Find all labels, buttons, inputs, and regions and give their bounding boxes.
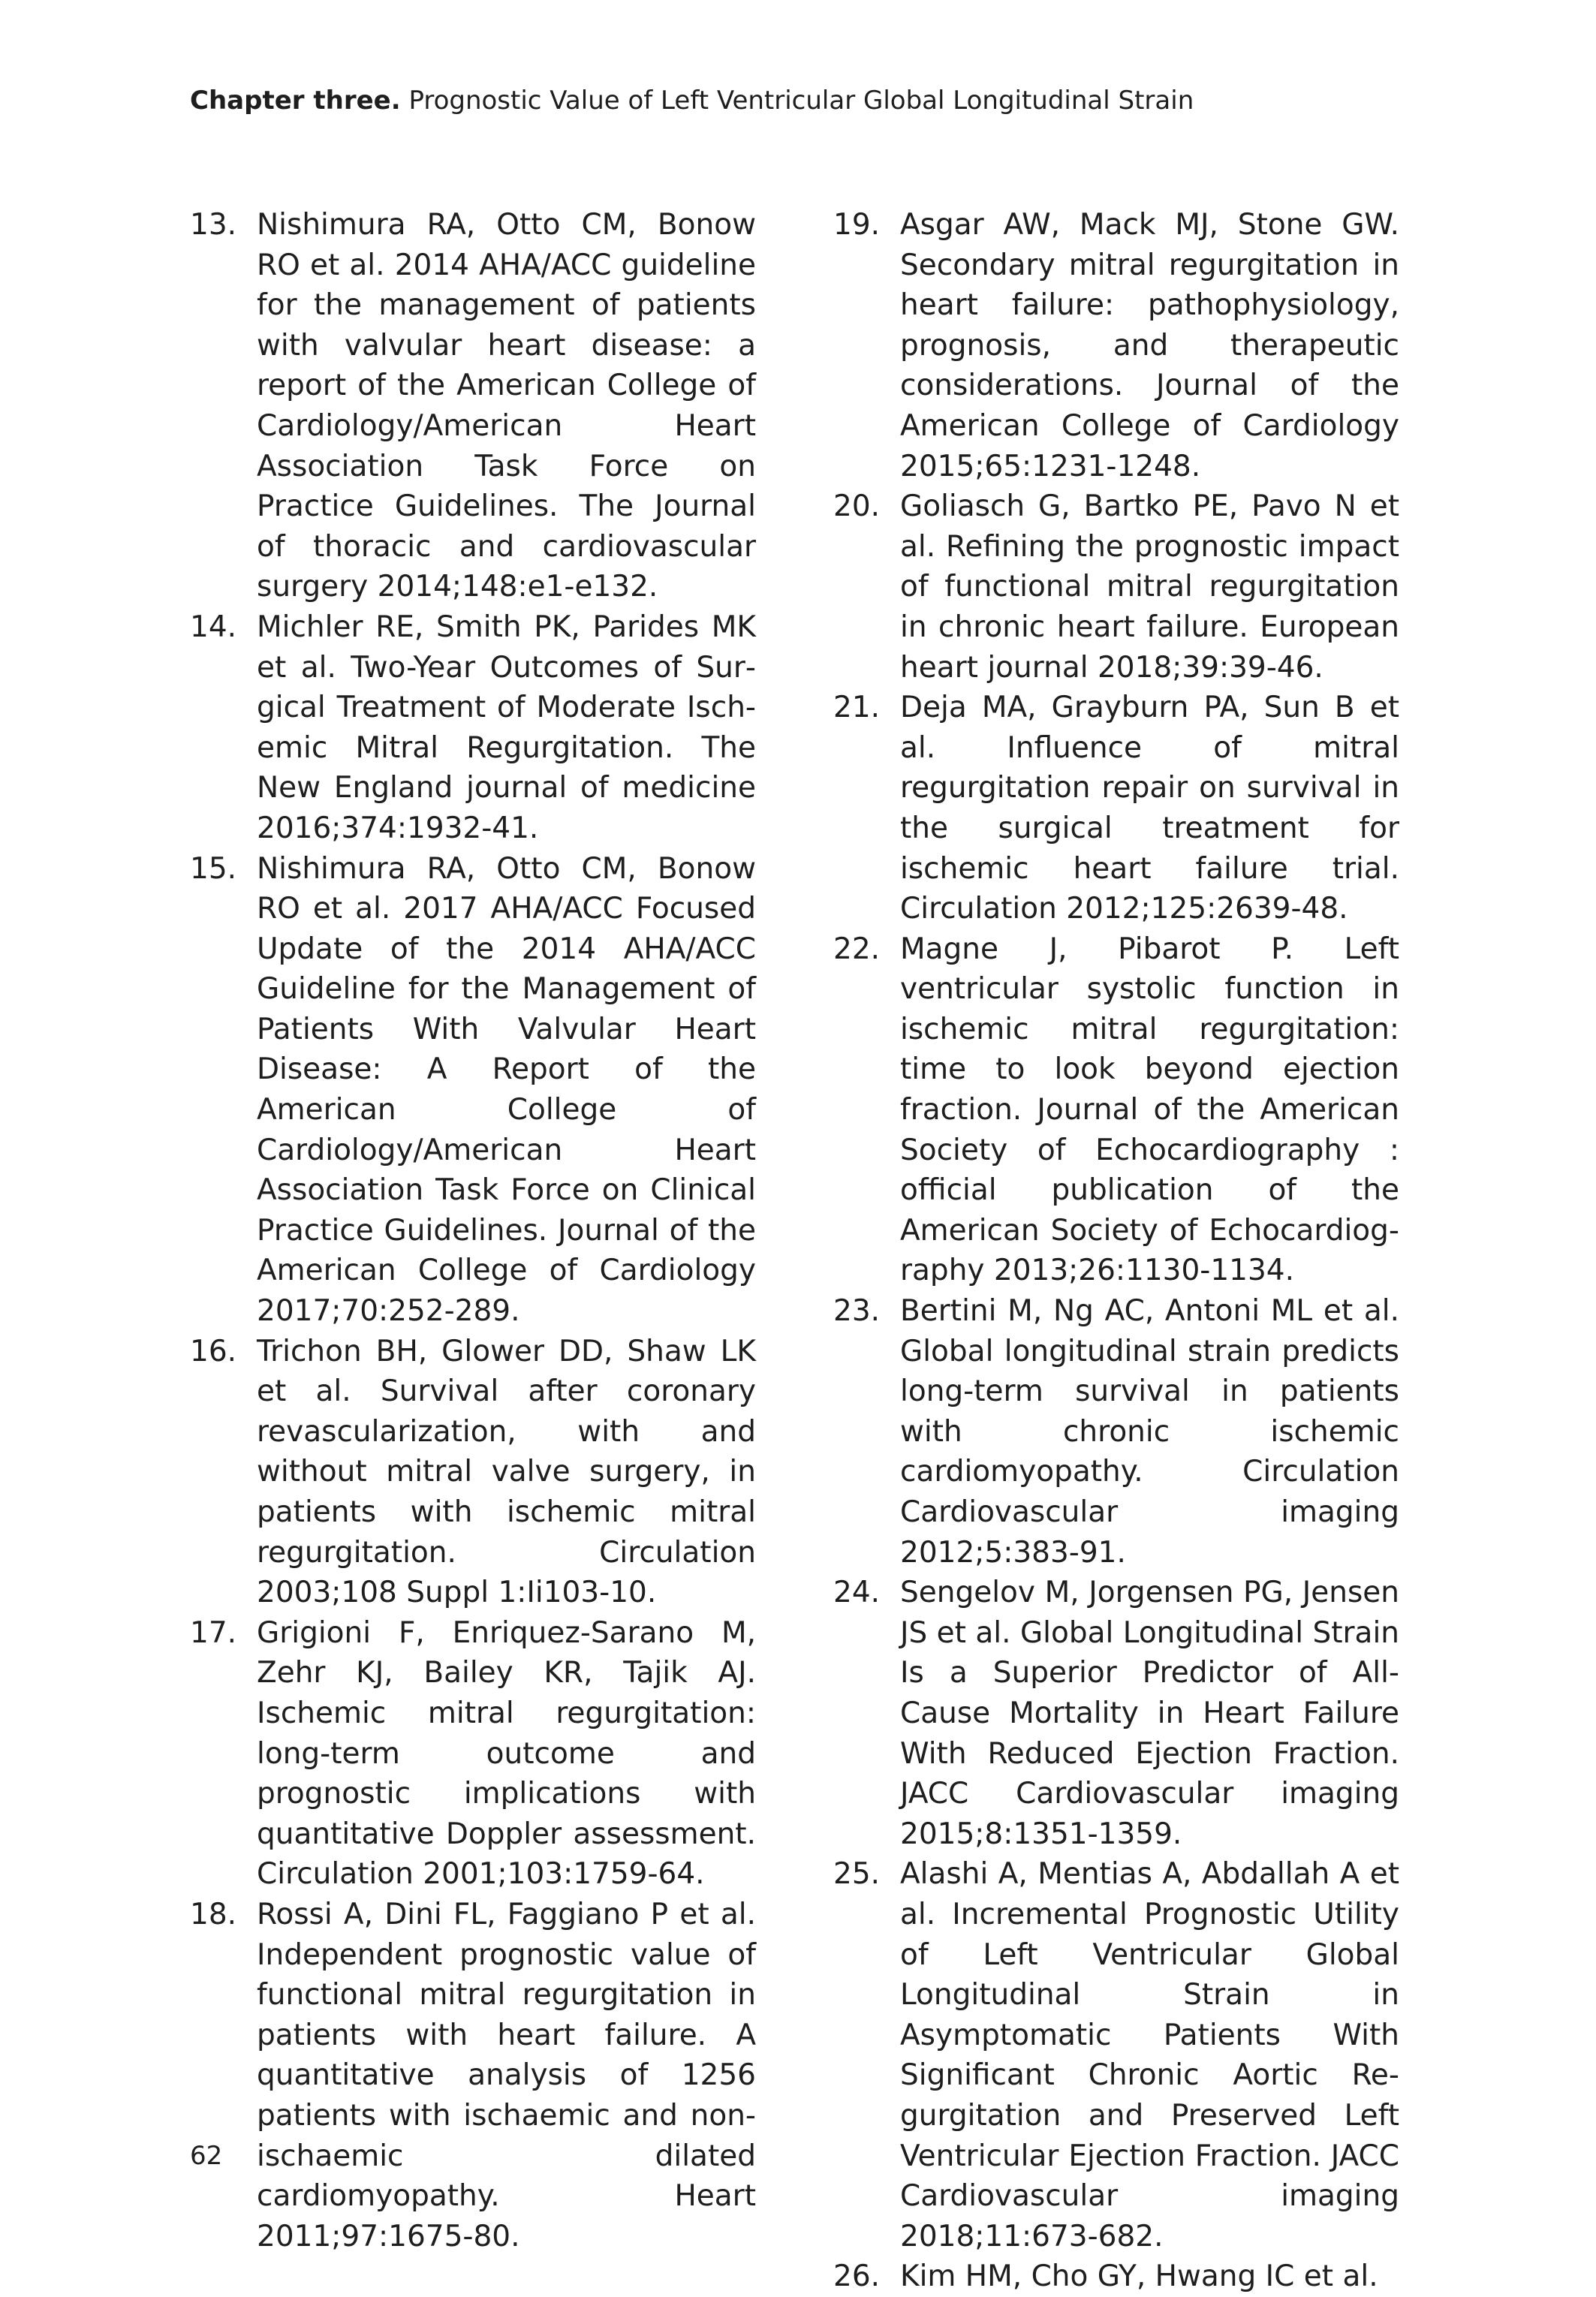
reference-text: Michler RE, Smith PK, Parides MK et al. Two-Year Outcomes of Surgical Treatment of Moderate Ischemic Mitral Regurgitation. The New England journal of medicine 2016;374:1932-41.: [257, 610, 756, 845]
reference-number: 18.: [190, 1897, 237, 1931]
reference-20: [833, 486, 1399, 688]
reference-17: [190, 1613, 756, 1895]
reference-16: [190, 1332, 756, 1613]
reference-number: 21.: [833, 691, 881, 725]
reference-14: [190, 607, 756, 849]
chapter-label: Chapter three.: [190, 86, 401, 116]
reference-18: [190, 1895, 756, 2256]
reference-number: 25.: [833, 1857, 881, 1892]
reference-25: [833, 1854, 1399, 2256]
page-number: 62: [190, 2141, 223, 2171]
reference-text: Grigioni F, Enriquez-Sarano M, Zehr KJ, Bailey KR, Tajik AJ. Ischemic mitral regurgitation: long-term outcome and prognostic implications with quantitative Doppler assessment. Circulation 2001;103:1759-64.: [257, 1615, 756, 1892]
reference-number: 20.: [833, 489, 881, 524]
reference-number: 15.: [190, 851, 237, 886]
running-head: [190, 84, 1194, 117]
reference-text: Nishimura RA, Otto CM, Bonow RO et al. 2014 AHA/ACC guideline for the management of patients with valvular heart disease: a report of the American College of Cardiology/American Heart Association Task Force on Practice Guidelines. The Journal of thoracic and cardiovascular surgery 2014;148:e1-e132.: [257, 208, 756, 604]
reference-22: [833, 929, 1399, 1291]
reference-text: Bertini M, Ng AC, Antoni ML et al. Global longitudinal strain predicts long-term survival in patients with chronic ischemic cardiomyopathy. Circulation Cardiovascular imaging 2012;5:383-91.: [900, 1294, 1399, 1570]
reference-number: 13.: [190, 208, 237, 242]
reference-text: Kim HM, Cho GY, Hwang IC et al.: [900, 2259, 1378, 2294]
reference-number: 22.: [833, 932, 881, 966]
reference-text: Rossi A, Dini FL, Faggiano P et al. Independent prognostic value of functional mitral regurgitation in patients with heart failure. A quantitative analysis of 1256 patients with ischaemic and non-ischaemic dilated cardiomyopathy. Heart 2011;97:1675-80.: [257, 1897, 756, 2253]
reference-text: Nishimura RA, Otto CM, Bonow RO et al. 2017 AHA/ACC Focused Update of the 2014 AHA/ACC Guideline for the Management of Patients With Valvular Heart Disease: A Report of the American College of Cardiology/American Heart Association Task Force on Clinical Practice Guidelines. Journal of the American College of Cardiology 2017;70:252-289.: [257, 851, 756, 1329]
reference-21: [833, 688, 1399, 929]
reference-text: Trichon BH, Glower DD, Shaw LK et al. Survival after coronary revascularization, with and without mitral valve surgery, in patients with ischemic mitral regurgitation. Circulation 2003;108 Suppl 1:Ii103-10.: [257, 1334, 756, 1610]
reference-24: [833, 1573, 1399, 1854]
reference-15: [190, 849, 756, 1332]
reference-text: Alashi A, Mentias A, Abdallah A et al. Incremental Prognostic Utility of Left Ventricular Global Longitudinal Strain in Asymptomatic Patients With Significant Chronic Aortic Regurgitation and Preserved Left Ventricular Ejection Fraction. JACC Cardiovascular imaging 2018;11:673-682.: [900, 1857, 1399, 2253]
references-left-column: [190, 205, 756, 2256]
reference-text: Goliasch G, Bartko PE, Pavo N et al. Refining the prognostic impact of functional mitral regurgitation in chronic heart failure. European heart journal 2018;39:39-46.: [900, 489, 1399, 685]
reference-number: 14.: [190, 610, 237, 644]
references-right-column: [833, 205, 1399, 2297]
reference-19: [833, 205, 1399, 486]
reference-number: 17.: [190, 1615, 237, 1650]
reference-26: [833, 2256, 1399, 2297]
reference-number: 23.: [833, 1294, 881, 1329]
reference-number: 26.: [833, 2259, 881, 2294]
reference-13: [190, 205, 756, 607]
chapter-title: Prognostic Value of Left Ventricular Global Longitudinal Strain: [408, 86, 1194, 116]
reference-text: Asgar AW, Mack MJ, Stone GW. Secondary mitral regurgitation in heart failure: pathophysiology, prognosis, and therapeutic considerations. Journal of the American College of Cardiology 2015;65:1231-1248.: [900, 208, 1399, 483]
reference-number: 19.: [833, 208, 881, 242]
reference-text: Deja MA, Grayburn PA, Sun B et al. Influence of mitral regurgitation repair on survival in the surgical treatment for ischemic heart failure trial. Circulation 2012;125:2639-48.: [900, 691, 1399, 926]
reference-23: [833, 1291, 1399, 1573]
reference-number: 24.: [833, 1576, 881, 1610]
reference-number: 16.: [190, 1334, 237, 1368]
reference-text: Sengelov M, Jorgensen PG, Jensen JS et al. Global Longitudinal Strain Is a Superior Predictor of All-Cause Mortality in Heart Failure With Reduced Ejection Fraction. JACC Cardiovascular imaging 2015;8:1351-1359.: [900, 1576, 1399, 1851]
reference-text: Magne J, Pibarot P. Left ventricular systolic function in ischemic mitral regurgitation: time to look beyond ejection fraction. Journal of the American Society of Echocardiography : official publication of the American Society of Echocardiography 2013;26:1130-1134.: [900, 932, 1399, 1288]
